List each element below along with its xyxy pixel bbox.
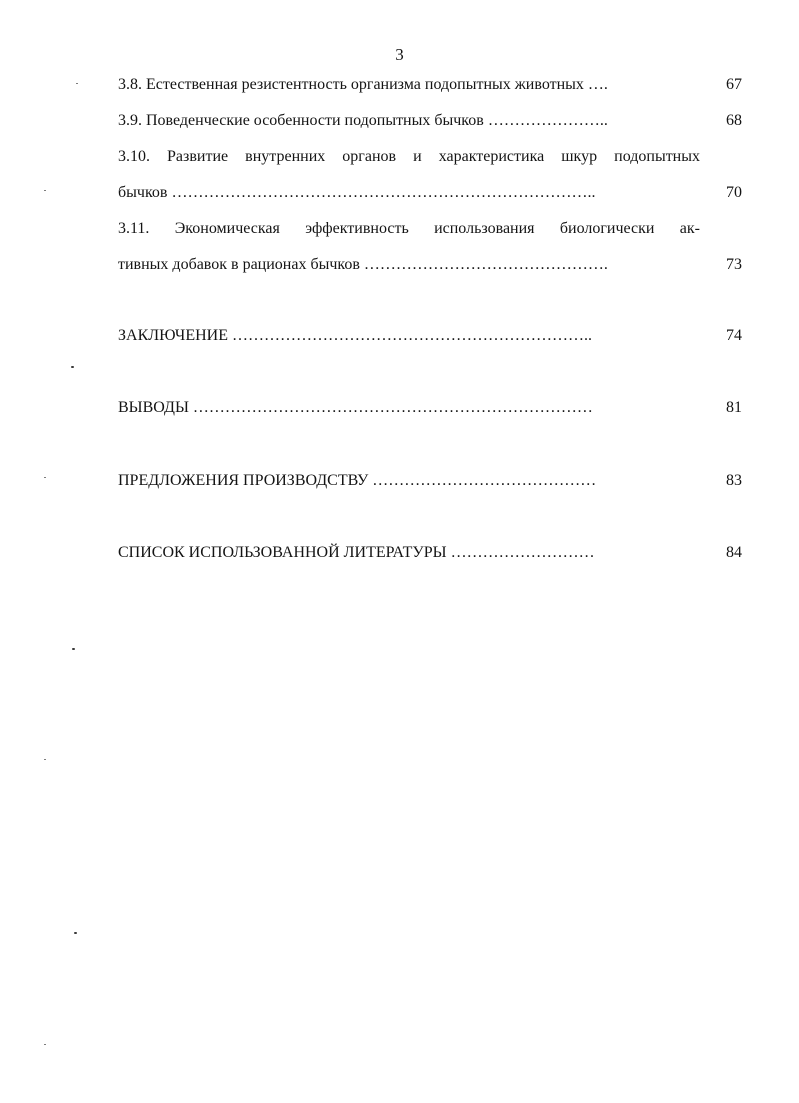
scan-speck	[76, 83, 78, 84]
toc-entry-proposals-title: ПРЕДЛОЖЕНИЯ ПРОИЗВОДСТВУ ……………………………………	[118, 472, 597, 489]
scan-speck	[74, 932, 77, 934]
toc-entry-references-title: СПИСОК ИСПОЛЬЗОВАННОЙ ЛИТЕРАТУРЫ ………………………	[118, 544, 595, 561]
toc-entry-3-11-page: 73	[726, 256, 742, 273]
scan-speck	[71, 366, 74, 368]
toc-entry-conclusion-page: 74	[726, 327, 742, 344]
toc-entry-3-10-page: 70	[726, 184, 742, 201]
toc-entry-3-11-title-line2: тивных добавок в рационах бычков ……………………………………….	[118, 256, 608, 273]
scan-speck	[44, 759, 46, 760]
toc-entry-3-10-title-line2: бычков ……………………………………………………………………..	[118, 184, 596, 201]
toc-entry-3-11-title-line1: 3.11. Экономическая эффективность использования биологически ак-	[118, 220, 700, 237]
toc-entry-3-8-title: 3.8. Естественная резистентность организма подопытных животных ….	[118, 76, 608, 93]
toc-entry-proposals-page: 83	[726, 472, 742, 489]
toc-entry-3-9-page: 68	[726, 112, 742, 129]
toc-entry-3-8-page: 67	[726, 76, 742, 93]
scan-speck	[72, 648, 75, 650]
toc-entry-conclusion-title: ЗАКЛЮЧЕНИЕ …………………………………………………………..	[118, 327, 592, 344]
scan-speck	[44, 477, 46, 478]
toc-entry-3-9-title: 3.9. Поведенческие особенности подопытных бычков …………………..	[118, 112, 608, 129]
toc-entry-findings-page: 81	[726, 399, 742, 416]
toc-entry-references-page: 84	[726, 544, 742, 561]
scan-speck	[44, 190, 46, 191]
scan-speck	[44, 1044, 46, 1045]
toc-entry-3-10-title-line1: 3.10. Развитие внутренних органов и характеристика шкур подопытных	[118, 148, 700, 165]
toc-entry-findings-title: ВЫВОДЫ …………………………………………………………………	[118, 399, 593, 416]
page-number: 3	[395, 45, 404, 64]
